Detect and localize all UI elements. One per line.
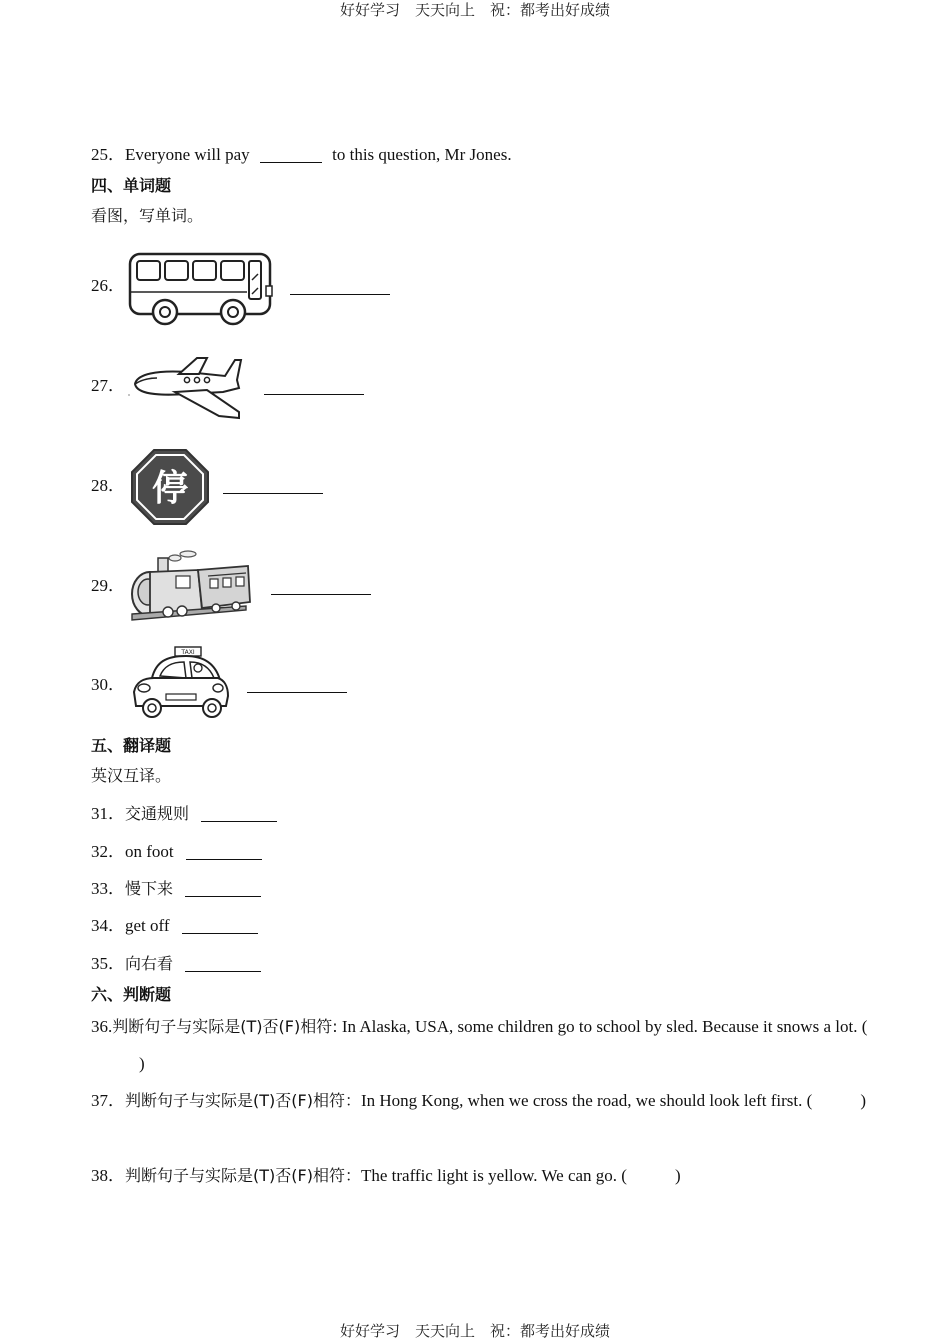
question-text: In Hong Kong, when we cross the road, we should look left first. ( [360,1091,813,1110]
answer-line-29[interactable] [271,593,371,595]
question-29-number: 29． [91,576,125,595]
question-37 [91,1082,871,1119]
question-38 [91,1157,871,1194]
answer-blank[interactable] [186,858,262,860]
train-icon [128,548,254,624]
answer-line-30[interactable] [247,691,347,693]
question-number: 32． [91,842,125,861]
question-text: 慢下来 [125,879,174,898]
answer-blank[interactable] [182,932,258,934]
question-30-number: 30． [91,675,125,694]
question-32 [91,841,262,863]
question-text-before: Everyone will pay [125,145,250,164]
answer-blank[interactable] [185,970,261,972]
section-5-instruction: 英汉互译。 [91,766,172,785]
airplane-icon [127,354,247,426]
question-number: 36. [91,1017,113,1036]
question-text: 交通规则 [125,804,190,823]
closing-paren: ) [139,1054,145,1073]
question-27-number: 27． [91,376,125,395]
question-text: 向右看 [125,954,174,973]
question-number: 37． [91,1091,125,1110]
question-36 [91,1008,871,1082]
answer-blank[interactable] [185,895,261,897]
taxi-sign-text: TAXI [181,649,195,656]
question-33 [91,878,261,900]
page-header: 好好学习 天天向上 祝：都考出好成绩 [339,1,610,19]
question-number: 38． [91,1166,125,1185]
section-4-title: 四、单词题 [91,176,172,195]
question-text: get off [125,916,170,935]
question-number: 33． [91,879,125,898]
question-text: In Alaska, USA, some children go to school by sled. Because it snows a lot. ( [341,1017,868,1036]
question-28-number: 28． [91,476,125,495]
question-prefix: 判断句子与实际是(T)否(F)相符: [112,1017,338,1036]
stop-sign-icon [130,448,210,526]
taxi-icon [130,644,230,720]
question-text: The traffic light is yellow. We can go. ( [360,1166,627,1185]
answer-line-26[interactable] [290,293,390,295]
question-25 [91,144,512,166]
question-31 [91,803,277,825]
closing-paren: ) [674,1166,681,1185]
closing-paren: ) [860,1091,866,1110]
question-prefix: 判断句子与实际是(T)否(F)相符： [125,1166,361,1185]
question-26-number: 26． [91,276,125,295]
bus-icon [127,250,277,326]
question-prefix: 判断句子与实际是(T)否(F)相符： [125,1091,361,1110]
section-4-instruction: 看图，写单词。 [91,206,204,225]
question-number: 31． [91,804,125,823]
section-6-title: 六、判断题 [91,985,172,1004]
page-footer: 好好学习 天天向上 祝：都考出好成绩 [339,1322,610,1340]
question-text-after: to this question, Mr Jones. [332,145,512,164]
question-number: 34． [91,916,125,935]
question-text: on foot [125,842,174,861]
answer-blank[interactable] [260,161,322,163]
question-35 [91,953,261,975]
answer-blank[interactable] [201,820,277,822]
question-number: 35． [91,954,125,973]
stop-sign-text: 停 [151,468,189,509]
section-5-title: 五、翻译题 [91,736,172,755]
answer-line-28[interactable] [223,492,323,494]
answer-line-27[interactable] [264,393,364,395]
question-34 [91,915,258,937]
question-number: 25． [91,145,125,164]
